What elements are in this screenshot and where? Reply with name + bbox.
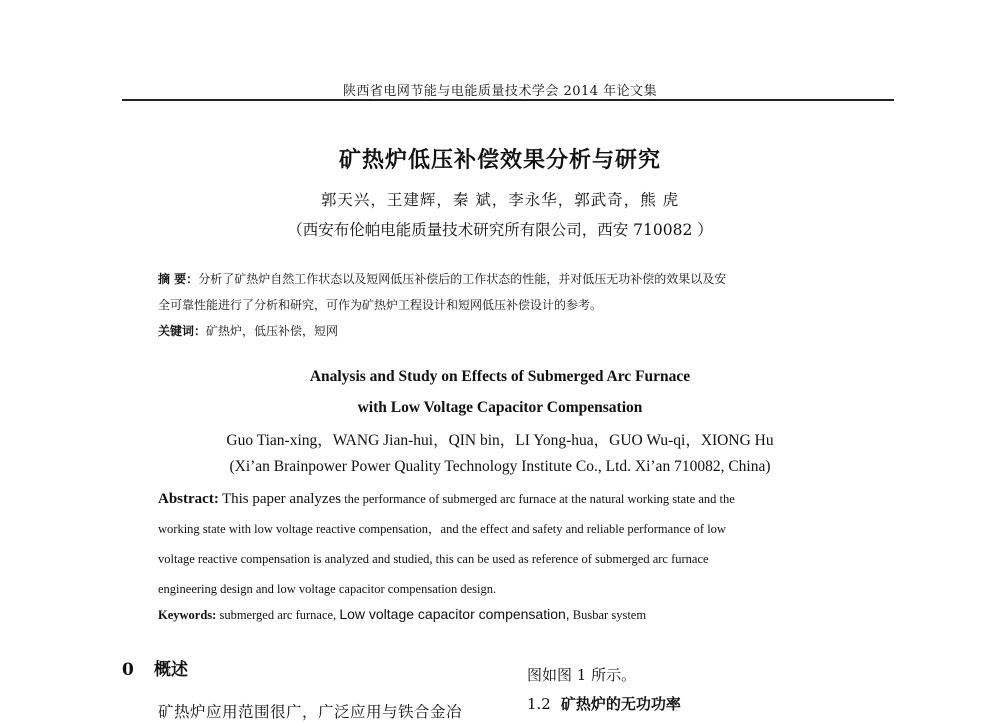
abstract-en-line-1 [158,484,860,514]
left-column-paragraph: 矿热炉应用范围很广，广泛应用与铁合金冶 [158,703,463,721]
header-rule [122,99,894,101]
keywords-en-label: Keywords: [158,608,217,622]
section-title: 概述 [154,660,188,680]
abstract-cn-label: 摘 要： [158,272,199,286]
abstract-cn-text-1: 分析了矿热炉自然工作状态以及短网低压补偿后的工作状态的性能，并对低压无功补偿的效果以及安 [198,272,727,286]
paper-title-en-line-1: Analysis and Study on Effects of Submerged Arc Furnace [309,368,691,385]
subsection-number: 1.2 [527,695,551,713]
keywords-en-part-1: submerged arc furnace, [219,608,337,622]
abstract-en-line-4: engineering design and low voltage capacitor compensation design. [158,582,497,596]
affiliation-en: (Xi’an Brainpower Power Quality Technology Institute Co., Ltd. Xi’an 710082, China) [229,458,771,475]
authors-cn: 郭天兴，王建辉，秦 斌，李永华，郭武奇，熊 虎 [320,191,680,209]
subsection-heading [527,693,681,714]
abstract-cn-line-1 [158,266,858,292]
keywords-cn-label: 关键词： [158,324,207,338]
keywords-en [158,606,646,623]
paper-title-en-line-2: with Low Voltage Capacitor Compensation [357,399,643,416]
keywords-en-part-3: Busbar system [572,608,647,622]
abstract-cn [158,266,858,318]
affiliation-cn: （西安布伦帕电能质量技术研究所有限公司，西安 710082 ） [287,221,713,239]
abstract-en-text-1: the performance of submerged arc furnace at the natural working state and the [344,492,735,506]
abstract-en-line-2: working state with low voltage reactive compensation，and the effect and safety and reliable performance of low [158,522,726,536]
abstract-en-label: Abstract: [158,491,219,507]
keywords-en-part-2: Low voltage capacitor compensation, [339,606,570,622]
abstract-en [158,484,860,604]
subsection-title: 矿热炉的无功功率 [560,695,681,713]
proceedings-header: 陕西省电网节能与电能质量技术学会 2014 年论文集 [342,84,658,99]
authors-en: Guo Tian-xing，WANG Jian-hui，QIN bin，LI Yong-hua，GUO Wu-qi，XIONG Hu [226,432,774,449]
right-column-text: 图如图 1 所示。 [527,666,637,684]
abstract-en-line-3: voltage reactive compensation is analyzed and studied, this can be used as reference of submerged arc furnace [158,552,709,566]
paper-title-cn: 矿热炉低压补偿效果分析与研究 [338,147,661,173]
section-heading [122,655,188,680]
keywords-cn [158,322,338,339]
abstract-en-lead: This paper analyzes [221,491,342,507]
abstract-cn-line-2: 全可靠性能进行了分析和研究，可作为矿热炉工程设计和短网低压补偿设计的参考。 [158,298,603,312]
keywords-cn-text: 矿热炉，低压补偿，短网 [206,324,339,338]
section-number: 0 [122,660,134,680]
